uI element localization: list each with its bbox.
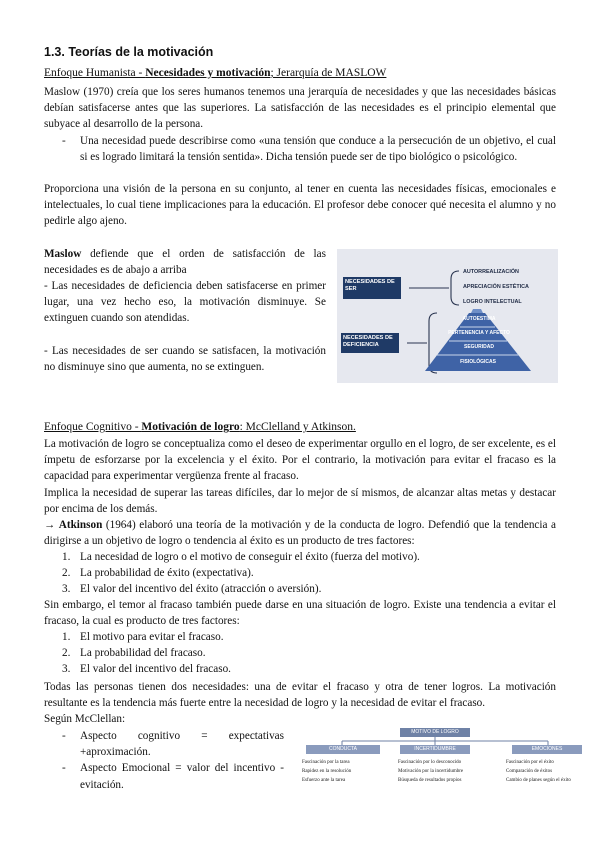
list-item-text: La probabilidad del fracaso. [80, 647, 206, 660]
chart-top-label: MOTIVO DE LOGRO [411, 729, 459, 735]
chart-item: Fascinación por la tarea [302, 760, 350, 765]
chart-item: Rapidez en la resolución [302, 769, 352, 774]
list-item [44, 760, 284, 792]
bullet-text: Una necesidad puede describirse como «una tensión que conduce a la persecución de un objetivo, el cual si es logrado limitará la tensión sentida». Dicha tensión puede ser de tipo biológico o psicológico. [80, 135, 556, 164]
list-item [44, 629, 556, 645]
atkinson-paragraph [44, 517, 556, 549]
list-item-text: La probabilidad de éxito (expectativa). [80, 567, 254, 580]
humanista-heading-bold: Necesidades y motivación [145, 67, 271, 79]
list-item [44, 581, 556, 597]
necesidades-paragraph: Todas las personas tienen dos necesidades: una de evitar el fracaso y otra de tener logros. La motivación resultante es la tendencia más fuerte entre la necesidad de logro y la necesidad de evitar el fracaso. [44, 681, 556, 710]
level-apreciacion: APRECIACIÓN ESTÉTICA [463, 284, 529, 290]
list-item [44, 565, 556, 581]
level-autorrealizacion: AUTORREALIZACIÓN [463, 269, 519, 275]
arrow-symbol: → [44, 519, 59, 531]
exito-factor-list [44, 549, 556, 598]
list-number: 2. [62, 567, 71, 580]
ser-paragraph: - Las necesidades de ser cuando se satisfacen, la motivación no disminuye sino que aumenta, no se extinguen. [44, 345, 326, 374]
level-seguridad: SEGURIDAD [463, 344, 494, 350]
chart-column-2 [398, 758, 498, 785]
cognitivo-heading [44, 419, 356, 435]
bullet-marker: - [62, 762, 66, 775]
chart-item: Comparación de éxitos [506, 769, 553, 774]
list-item-text: El motivo para evitar el fracaso. [80, 631, 224, 643]
list-number: 2. [62, 647, 71, 660]
humanista-paragraph-1: Maslow (1970) creía que los seres humanos tenemos una jerarquía de necesidades y que las necesidades básicas debían satisfacerse antes que las superiores. La satisfacción de las necesidades es el principio elemental que subyace al desarrollo de la persona. [44, 86, 556, 131]
cognitivo-heading-prefix: Enfoque Cognitivo - [44, 421, 142, 433]
deficiencia-paragraph: - Las necesidades de deficiencia deben satisfacerse en primer lugar, una vez hecho eso, la motivación disminuye. Se extinguen cuando son atendidas. [44, 280, 326, 325]
fracaso-factor-list [44, 629, 556, 678]
fracaso-paragraph: Sin embargo, el temor al fracaso también puede darse en una situación de logro. Existe una tendencia a evitar el fracaso, la cual es producto de tres factores: [44, 599, 556, 628]
list-item-text: El valor del incentivo del éxito (atracción o aversión). [80, 583, 322, 596]
list-item-text: El valor del incentivo del fracaso. [80, 663, 231, 676]
list-number: 1. [62, 631, 71, 643]
humanista-paragraph-2: Proporciona una visión de la persona en su conjunto, al tener en cuenta las necesidades físicas, emocionales e intelectuales, lo cual tiene implicaciones para la educación. El profesor debe conocer qué necesita el alumno y no pedirle algo ajeno. [44, 183, 556, 228]
atkinson-bold: Atkinson [58, 519, 103, 531]
cognitivo-heading-bold: Motivación de logro [141, 421, 240, 433]
list-item-text: La necesidad de logro o el motivo de conseguir el éxito (fuerza del motivo). [80, 551, 420, 563]
level-autoestima: AUTOESTIMA [462, 316, 496, 322]
chart-item: Fascinación por el éxito [506, 760, 554, 765]
bullet-marker: - [62, 730, 66, 742]
level-fisiologicas: FISIOLÓGICAS [460, 359, 496, 365]
list-number: 3. [62, 663, 71, 676]
atkinson-rest: (1964) elaboró una teoría de la motivación y de la conducta de logro. Defendió que la tendencia a dirigirse a un objetivo de logro o tendencia al éxito es un producto de tres factores: [44, 519, 557, 548]
humanista-heading-suffix: ; Jerarquía de MASLOW [270, 67, 387, 79]
level-logro: LOGRO INTELECTUAL [463, 299, 522, 305]
maslow-bold: Maslow [44, 248, 82, 260]
maslow-paragraph [44, 246, 326, 278]
cognitivo-paragraph-2: Implica la necesidad de superar las tareas difíciles, dar lo mejor de sí mismos, de alcanzar altas metas y destacar por encima de los demás. [44, 487, 556, 516]
chart-item: Búsqueda de resultados propios [398, 778, 462, 783]
maslow-pyramid-diagram [337, 249, 558, 383]
chart-column-3 [506, 758, 590, 785]
list-number: 3. [62, 583, 71, 596]
level-pertenencia: PERTENENCIA Y AFECTO [448, 330, 510, 336]
list-item-text: Aspecto Emocional = valor del incentivo -evitación. [80, 762, 284, 791]
list-item [44, 728, 284, 760]
deficiencia-label: NECESIDADES DE DEFICIENCIA [343, 335, 393, 348]
humanista-heading [44, 65, 386, 81]
motivo-logro-chart [300, 728, 590, 788]
bullet-marker: - [62, 135, 66, 147]
list-item-text: Aspecto cognitivo = expectativas +aproximación. [80, 730, 284, 759]
list-number: 1. [62, 551, 71, 563]
list-item [44, 549, 556, 565]
chart-branch-3: EMOCIONES [531, 746, 563, 752]
list-item [44, 645, 556, 661]
maslow-rest: defiende que el orden de satisfacción de las necesidades es de abajo a arriba [44, 248, 326, 277]
chart-item: Fascinación por lo desconocido [398, 760, 462, 765]
humanista-bullet [44, 133, 556, 165]
cognitivo-paragraph-1: La motivación de logro se conceptualiza como el deseo de experimentar orgullo en el logro, de ser excelente, es el ímpetu de esforzarse por la excelencia y el éxito. Por el contrario, la motivación para evitar el fracaso es la capacidad para experimentar vergüenza frente al fracaso. [44, 438, 556, 483]
chart-column-1 [302, 758, 394, 785]
chart-item: Motivación por la incertidumbre [398, 769, 464, 774]
section-title: 1.3. Teorías de la motivación [44, 45, 214, 59]
mcclellan-bullets [44, 728, 284, 793]
list-item [44, 661, 556, 677]
cognitivo-heading-suffix: : McClelland y Atkinson. [239, 421, 356, 433]
chart-branch-2: INCERTIDUMBRE [414, 746, 456, 752]
chart-item: Esfuerzo ante la tarea [302, 778, 346, 783]
chart-item: Cambio de planes según el éxito [506, 778, 571, 783]
humanista-heading-prefix: Enfoque Humanista - [44, 67, 146, 79]
chart-branch-1: CONDUCTA [329, 746, 357, 752]
ser-label: NECESIDADES DE SER [345, 279, 395, 292]
segun-mcclellan: Según McClellan: [44, 713, 126, 725]
